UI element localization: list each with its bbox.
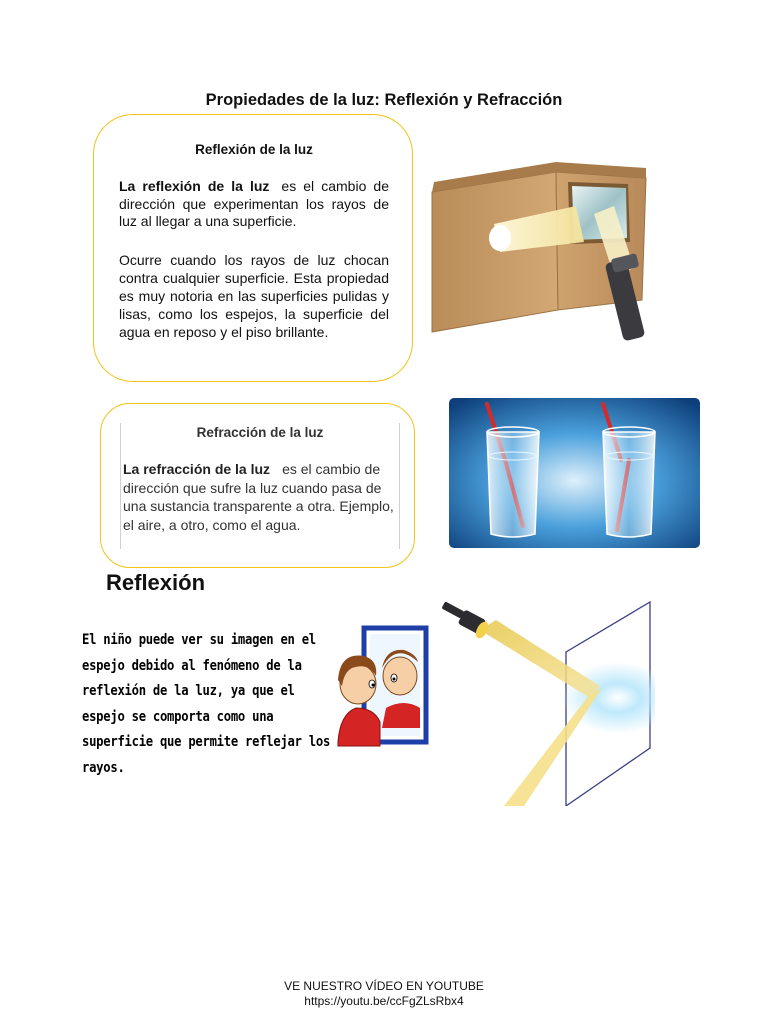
reflexion-lead: La reflexión de la luz [119, 178, 270, 194]
refraccion-box [100, 403, 415, 568]
water-glasses-image [449, 398, 700, 548]
flashlight-mirror-image [440, 600, 655, 806]
boy-mirror-image [334, 624, 430, 752]
reflexion-heading: Reflexión de la luz [195, 142, 313, 157]
refraccion-text: es el cambio de dirección que sufre la luz cuando pasa de una sustancia transparente a otra. Ejemplo, el aire, a otro, como el agua. [123, 461, 394, 533]
footer-youtube-link[interactable]: https://youtu.be/ccFgZLsRbx4 [304, 994, 464, 1008]
reflexion-box [93, 114, 413, 382]
refraccion-heading: Refracción de la luz [196, 425, 324, 440]
cardboard-mirror-image [428, 150, 650, 350]
footer [0, 979, 768, 1009]
footer-video-text: VE NUESTRO VÍDEO EN YOUTUBE [284, 979, 484, 993]
reflection-explanation: El niño puede ver su imagen en el espejo debido al fenómeno de la reflexión de la luz, ya que el espejo se comporta como una superficie que permite reflejar los rayos. [82, 632, 331, 776]
refraccion-definition [123, 460, 397, 534]
refraccion-lead: La refracción de la luz [123, 461, 271, 477]
reflexion-definition [119, 178, 389, 231]
section-heading: Reflexión [106, 570, 206, 595]
page-title: Propiedades de la luz: Reflexión y Refracción [205, 91, 563, 109]
reflexion-text2: Ocurre cuando los rayos de luz chocan contra cualquier superficie. Esta propiedad es muy notoria en las superficies pulidas y lisas, como los espejos, la superficie del agua en reposo y el piso brillante. [119, 252, 389, 340]
reflexion-text1: es el cambio de dirección que experimentan los rayos de luz al llegar a una superficie. [119, 178, 390, 230]
